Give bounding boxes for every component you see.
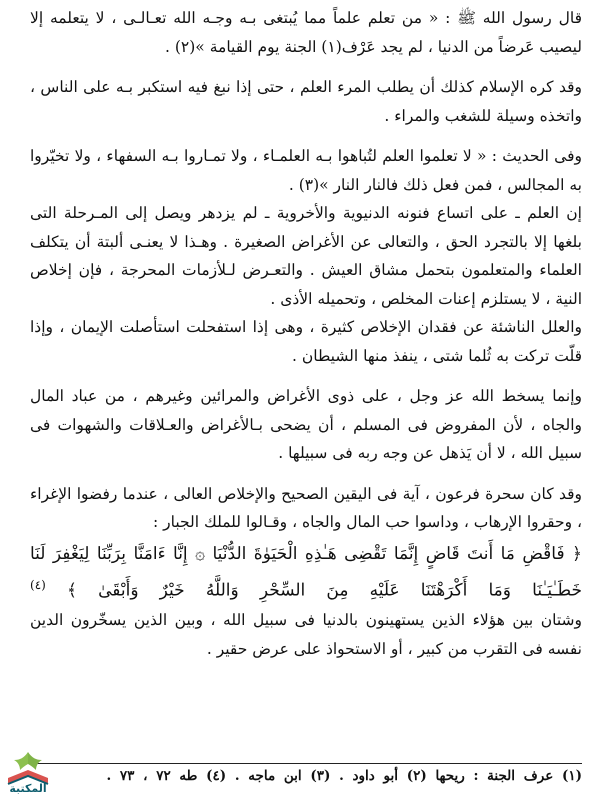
paragraph-hadith-2: وفى الحديث : « لا تعلموا العلم لتُباهوا بـه العلمـاء ، ولا تمـاروا بـه السفهاء ، ولا تخيّروا به المجالس ، فمن فعل ذلك فالنار النار »(٣) . bbox=[30, 147, 582, 194]
page-body bbox=[30, 4, 582, 663]
quran-verse bbox=[30, 539, 582, 607]
paragraph-allah-anger: وإنما يسخط الله عز وجل ، على ذوى الأغراض والمرائين وغيرهم ، من عباد المال والجاه ، لأن المفروض فى المسلم ، أن يضحى بـالأغراض والعـلاقات والشهوات فى سبيل الله ، لا أن يَذهل عن وجه ربه فى سبيلها . bbox=[30, 387, 582, 462]
quran-verse-text: ﴿ فَاقْضِ مَا أَنتَ قَاضٍ إِنَّمَا تَقْضِى هَـٰذِهِ الْحَيَوٰةَ الدُّنْيَا ۞ إِنَّا ءَامَنَّا بِرَبِّنَا لِيَغْفِرَ لَنَا خَطَـٰيَـٰنَا وَمَا أَكْرَهْتَنَا عَلَيْهِ مِنَ السِّحْرِ وَاللَّهُ خَيْرٌ وَأَبْقَىٰ ﴾ bbox=[30, 543, 582, 601]
logo-text: المكتبة bbox=[9, 782, 47, 795]
paragraph-hadith-1: قال رسول الله ﷺ : « من تعلم علماً مما يُبتغى بـه وجـه الله تعـالـى ، لا يتعلمه إلا ليصيب عَرضاً من الدنيا ، لم يجد عَرْف(١) الجنة يوم القيامة »(٢) . bbox=[30, 9, 582, 56]
footnote-marker: (٤) bbox=[30, 577, 46, 592]
footnotes: (١) عرف الجنة : ريحها (٢) أبو داود . (٣) ابن ماجه . (٤) طه ٧٢ ، ٧٣ . bbox=[106, 768, 582, 784]
paragraph-closing: وشتان بين هؤلاء الذين يستهينون بالدنيا فى سبيل الله ، وبين الذين يسخّرون الدين نفسه فى التقرب من كبير ، أو الاستحواذ على عرض حقير . bbox=[30, 611, 582, 658]
footnote-divider bbox=[30, 763, 582, 764]
paragraph-knowledge: إن العلم ـ على اتساع فنونه الدنيوية والأخروية ـ لم يزدهر ويصل إلى المـرحلة التى بلغها إلا بالتجرد الحق ، والتعالى عن الأغراض الصغيرة . وهـذا لا يعنـى ألبتة أن يتكلف العلماء والمتعلمون بتحمل مشاق العيش . والتعـرض لـلأزمات المحرجة ، فإن إخلاص النية ، لا يستلزم إعنات المخلص ، وتحميله الأذى . bbox=[30, 204, 582, 308]
paragraph-sorcerers: وقد كان سحرة فرعون ، آية فى اليقين الصحيح والإخلاص العالى ، عندما رفضوا الإغراء ، وحقروا الإرهاب ، وداسوا حب المال والجاه ، وقـالوا للملك الجبار : bbox=[30, 484, 582, 531]
paragraph-sincerity: والعلل الناشئة عن فقدان الإخلاص كثيرة ، وهى إذا استفحلت استأصلت الإيمان ، وإذا قلّت تركت به ثُلما شتى ، ينفذ منها الشيطان . bbox=[30, 318, 582, 365]
paragraph-arrogance: وقد كره الإسلام كذلك أن يطلب المرء العلم ، حتى إذا نبغ فيه استكبر بـه على الناس ، واتخذه وسيلة للشغب والمراء . bbox=[30, 78, 582, 125]
